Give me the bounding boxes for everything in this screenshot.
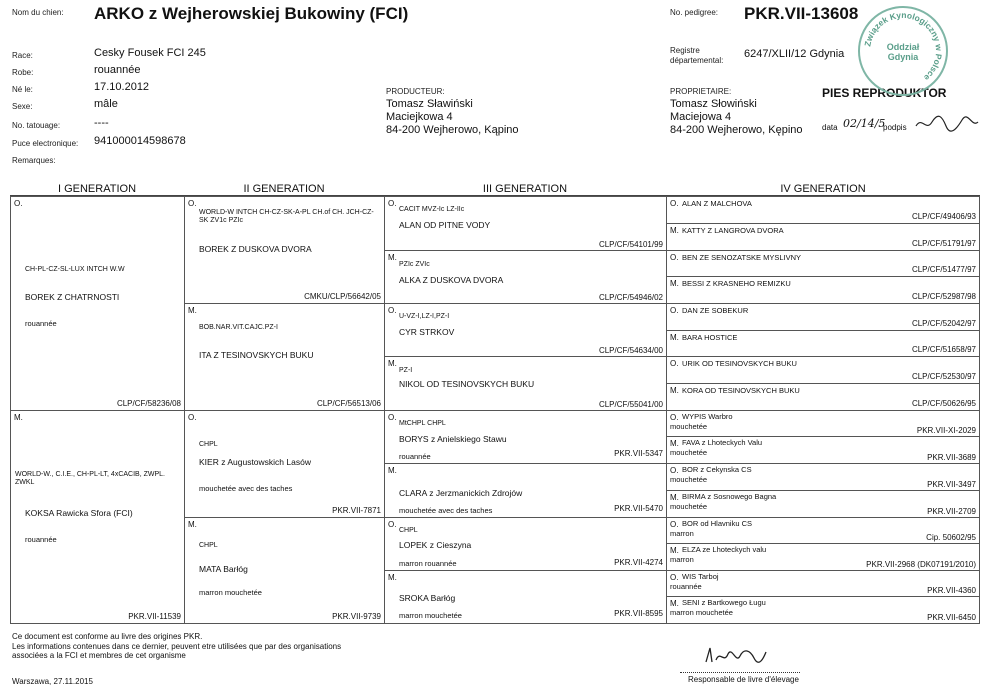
coat: mouchetée [670,448,708,457]
race-label: Race: [12,51,33,60]
registration-number: CLP/CF/51477/97 [911,265,976,274]
sex-marker: O. [188,413,197,422]
coat: mouchetée [670,422,708,431]
gen4-cell [666,383,980,411]
sex-marker: M. [188,520,197,529]
dog-name: BOREK Z DUSKOVA DVORA [199,244,312,254]
dog-name: ALAN Z MALCHOVA [682,199,752,208]
sex-marker: M. [388,573,397,582]
registration-number: CLP/CF/50626/95 [911,399,976,408]
gen4-cell [666,250,980,277]
gen2-cell [184,517,385,624]
producer-line-3: 84-200 Wejherowo, Kąpino [386,124,519,136]
titles: CHPL [399,527,418,534]
sex-label: Sexe: [12,102,33,111]
handwritten-date: 02/14/5 [843,117,886,130]
generation-header-1: I GENERATION [10,183,184,196]
registration-number: CLP/CF/54946/02 [598,293,663,302]
titles: U-VZ-I,LZ-I,PZ-I [399,313,450,320]
dog-name: FAVA z Lhoteckych Valu [682,438,763,447]
registration-number: PKR.VII-6450 [927,613,976,622]
generation-header-3: III GENERATION [384,183,666,196]
registration-number: CLP/CF/54634/00 [598,346,663,355]
dog-name: MATA Barłóg [199,564,248,574]
gen4-cell [666,276,980,304]
footer-disclaimer [12,632,341,661]
race-value: Cesky Fousek FCI 245 [94,47,206,59]
coat: marron [670,555,694,564]
registration-number: PKR.VII-11539 [128,612,181,621]
dog-name: LOPEK z Cieszyna [399,540,472,550]
titles: CHPL [199,542,218,549]
gen4-cell [666,463,980,491]
sex-marker: O. [388,520,397,529]
sex-marker: O. [670,199,679,208]
titles: CACIT MVZ-Ic LZ-IIc [399,206,465,213]
gen4-cell [666,330,980,357]
tattoo-label: No. tatouage: [12,121,61,130]
titles: CHPL [199,441,218,448]
gen1-sire-cell [10,196,185,411]
dog-name: ITA Z TESINOVSKYCH BUKU [199,350,314,360]
sex-marker: M. [670,226,679,235]
sign-label: podpis [883,123,907,132]
sex-marker: M. [670,599,679,608]
gen4-cell [666,570,980,597]
gen2-cell [184,303,385,411]
registration-number: PKR.VII-7871 [332,506,381,515]
producer-label: PRODUCTEUR: [386,87,445,96]
dog-name: SENI z Bartkowego Ługu [682,598,766,607]
dog-name: BOR od Hlavniku CS [682,519,753,528]
registration-number: PKR.VII-2968 (DK07191/2010) [866,560,976,569]
gen3-cell [384,196,667,251]
coat: mouchetée [670,502,708,511]
registration-number: CLP/CF/52530/97 [911,372,976,381]
registration-number: CLP/CF/52987/98 [911,292,976,301]
sex-marker: M. [670,493,679,502]
dog-name: ALAN OD PITNE VODY [399,220,491,230]
sex-marker: M. [670,386,679,395]
gen4-cell [666,490,980,518]
producer-line-2: Maciejkowa 4 [386,111,453,123]
registration-number: CLP/CF/49406/93 [911,212,976,221]
registration-number: PKR.VII-8595 [614,609,663,618]
sex-marker: M. [14,413,23,422]
gen4-cell [666,223,980,251]
dog-name: URIK OD TESINOVSKYCH BUKU [682,359,797,368]
dog-name: BORYS z Anielskiego Stawu [399,434,507,444]
dog-name: NIKOL OD TESINOVSKYCH BUKU [399,379,535,389]
generation-header-4: IV GENERATION [666,183,980,196]
dog-name: SROKA Barłóg [399,593,456,603]
sex-marker: O. [670,573,679,582]
chip-label: Puce electronique: [12,139,79,148]
sex-marker: O. [670,413,679,422]
titles: MtCHPL CHPL [399,420,446,427]
robe-value: rouannée [94,64,141,76]
registration-number: CLP/CF/56513/06 [316,399,381,408]
coat: rouannée [399,452,431,461]
owner-label: PROPRIETAIRE: [670,87,732,96]
owner-line-1: Tomasz Słowiński [670,98,757,110]
sex-marker: M. [188,306,197,315]
gen3-cell [384,517,667,571]
sex-marker: O. [670,253,679,262]
registration-number: CLP/CF/58236/08 [116,399,181,408]
gen3-cell [384,570,667,624]
footer-line: Ce document est conforme au livre des origines PKR. [12,632,203,641]
titles: WORLD-W., C.I.E., CH-PL-LT, 4xCACIB, ZWPL. ZWKL [15,471,165,486]
sex-marker: M. [388,359,397,368]
registration-number: PKR.VII-4360 [927,586,976,595]
gen4-cell [666,410,980,437]
sex-marker: M. [670,439,679,448]
registration-number: PKR.VII-5347 [614,449,663,458]
generation-header-2: II GENERATION [184,183,384,196]
dog-name: KATTY Z LANGROVA DVORA [682,226,784,235]
registration-number: PKR.VII-XI-2029 [916,426,976,435]
dog-name: ALKA Z DUSKOVA DVORA [399,275,504,285]
sex-marker: M. [670,279,679,288]
dog-name: BIRMA z Sosnowego Bagna [682,492,777,501]
stamp-center-1: Oddział [886,42,920,52]
sex-marker: M. [670,333,679,342]
coat: marron [670,529,694,538]
dog-name: BEN ZE SENOZATSKE MYSLIVNY [682,253,802,262]
owner-signature [912,112,982,134]
titles: WORLD-W INTCH CH-CZ-SK-A-PL CH.of CH. JCH-CZ-SK ZV1c PZIc [199,209,374,224]
sex-value: mâle [94,98,118,110]
sex-marker: M. [670,546,679,555]
footer-line: associées a la FCI et membres de cet organisme [12,651,186,660]
gen1-dam-cell [10,410,185,624]
dog-name-label: Nom du chien: [12,8,64,17]
pedigree-number: PKR.VII-13608 [744,4,859,23]
coat: rouannée [670,582,702,591]
footer-line: Les informations contenues dans ce dernier, peuvent etre utilisées que par des organisations [12,641,342,651]
sex-marker: O. [388,306,397,315]
sex-marker: O. [670,306,679,315]
owner-line-3: 84-200 Wejherowo, Kępino [670,124,803,136]
dog-name: KORA OD TESINOVSKYCH BUKU [682,386,800,395]
registration-number: PKR.VII-3497 [927,480,976,489]
coat: mouchetée [670,475,708,484]
gen4-cell [666,517,980,544]
coat: rouannée [25,319,57,328]
titles: CH-PL-CZ-SL-LUX INTCH W.W [25,266,125,273]
reproduktor-stamp: PIES REPRODUKTOR [822,86,947,100]
dog-name: BOR z Cekynska CS [682,465,752,474]
registration-number: PKR.VII-4274 [614,558,663,567]
dog-name: KIER z Augustowskich Lasów [199,457,311,467]
responsible-label: Responsable de livre d'élevage [688,675,799,684]
titles: PZ-I [399,367,413,374]
coat: marron rouannée [399,559,457,568]
registry-label-1: Registre [670,46,700,55]
gen3-cell [384,250,667,304]
titles: PZIc ZVIc [399,261,430,268]
gen4-cell [666,596,980,624]
robe-label: Robe: [12,68,34,77]
coat: marron mouchetée [199,588,262,597]
dog-name: WYPIS Warbro [682,412,733,421]
gen3-cell [384,303,667,357]
chip-value: 941000014598678 [94,135,186,147]
registration-number: PKR.VII-3689 [927,453,976,462]
owner-line-2: Maciejowa 4 [670,111,732,123]
registration-number: CLP/CF/55041/00 [598,400,663,409]
registration-number: CLP/CF/52042/97 [911,319,976,328]
gen3-cell [384,410,667,464]
coat: mouchetée avec des taches [199,484,293,493]
registry-value: 6247/XLII/12 Gdynia [744,48,845,60]
kennel-club-stamp [858,6,948,96]
coat: mouchetée avec des taches [399,506,493,515]
stamp-ring-text: Związek Kynologiczny w Polsce [862,9,945,83]
producer-line-1: Tomasz Sławiński [386,98,473,110]
dog-name: ARKO z Wejherowskiej Bukowiny (FCI) [94,4,409,23]
sex-marker: O. [670,466,679,475]
dog-name: DAN ZE SOBEKUR [682,306,749,315]
dog-name: BOREK Z CHATRNOSTI [25,292,120,302]
sex-marker: O. [670,359,679,368]
registration-number: CLP/CF/54101/99 [598,240,663,249]
registration-number: PKR.VII-2709 [927,507,976,516]
sex-marker: M. [388,466,397,475]
sex-marker: O. [388,413,397,422]
registration-number: CMKU/CLP/56642/05 [304,292,381,301]
breeder-book-signature [700,642,772,670]
gen4-cell [666,356,980,384]
sex-marker: O. [188,199,197,208]
coat: rouannée [25,535,57,544]
gen4-cell [666,196,980,224]
sex-marker: O. [388,199,397,208]
born-value: 17.10.2012 [94,81,150,93]
sex-marker: M. [388,253,397,262]
gen4-cell [666,543,980,571]
place-date: Warszawa, 27.11.2015 [12,677,93,686]
dog-name: KOKSA Rawicka Sfora (FCI) [25,508,133,518]
gen3-cell [384,356,667,411]
gen4-cell [666,303,980,331]
registration-number: CLP/CF/51658/97 [911,345,976,354]
gen2-cell [184,410,385,518]
titles: BOB.NAR.VIT.CAJC.PZ-I [199,324,278,331]
dog-name: BARA HOSTICE [682,333,738,342]
registration-number: PKR.VII-5470 [614,504,663,513]
coat: marron mouchetée [670,608,733,617]
gen3-cell [384,463,667,518]
registration-number: Cip. 50602/95 [926,533,976,542]
sex-marker: O. [670,520,679,529]
registry-label-2: départemental: [670,56,724,65]
tattoo-value: ---- [94,117,109,129]
gen2-cell [184,196,385,304]
stamp-center-2: Gdynia [887,52,919,62]
dog-name: WIS Tarboj [682,572,719,581]
dog-name: CYR STRKOV [399,327,455,337]
registration-number: CLP/CF/51791/97 [911,239,976,248]
date-label: data [822,123,838,132]
remarks-label: Remarques: [12,156,56,165]
dog-name: ELZA ze Lhoteckych valu [682,545,767,554]
coat: marron mouchetée [399,611,462,620]
dog-name: CLARA z Jerzmanickich Zdrojów [399,488,523,498]
dog-name: BESSI Z KRASNEHO REMIZKU [682,279,791,288]
gen4-cell [666,436,980,464]
pedigree-label: No. pedigree: [670,8,719,17]
registration-number: PKR.VII-9739 [332,612,381,621]
sex-marker: O. [14,199,23,208]
born-label: Né le: [12,85,33,94]
